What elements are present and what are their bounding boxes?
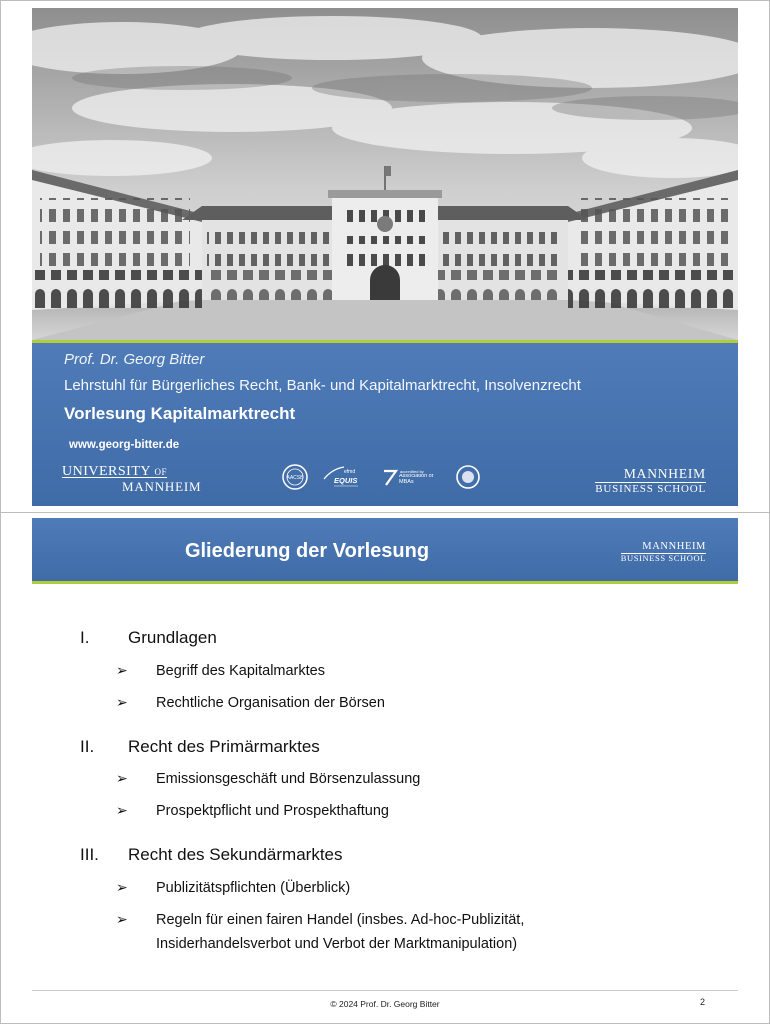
outline-item: Regeln für einen fairen Handel (insbes. Ad-hoc-Publizität,: [156, 912, 525, 928]
palace-photo: [32, 8, 738, 340]
footer-divider: [32, 990, 738, 991]
section-title: Recht des Sekundärmarktes: [128, 845, 343, 864]
section-number: II.: [80, 737, 95, 756]
mannheim-business-school-logo: MANNHEIM BUSINESS SCHOOL: [595, 466, 706, 495]
bullet-arrow-icon: ➢: [116, 911, 128, 927]
bullet-arrow-icon: ➢: [116, 802, 128, 818]
bullet-arrow-icon: ➢: [116, 770, 128, 786]
aacsb-seal-icon: [278, 461, 312, 493]
chair-description: Lehrstuhl für Bürgerliches Recht, Bank- und Kapitalmarktrecht, Insolvenzrecht: [64, 377, 581, 394]
outline-item: Rechtliche Organisation der Börsen: [156, 695, 385, 711]
svg-text:EQUIS: EQUIS: [334, 476, 358, 485]
slide-title: Gliederung der Vorlesung: [184, 540, 430, 562]
university-mannheim-logo: UNIVERSITY OF MANNHEIM: [62, 464, 202, 494]
page-number: 2: [700, 997, 706, 1007]
section-number: III.: [80, 845, 99, 864]
outline-item: Emissionsgeschäft und Börsenzulassung: [156, 771, 421, 787]
mannheim-business-school-logo: MANNHEIM BUSINESS SCHOOL: [620, 541, 706, 563]
bullet-arrow-icon: ➢: [116, 879, 128, 895]
website-link[interactable]: www.georg-bitter.de: [69, 439, 180, 451]
outline-item: Publizitätspflichten (Überblick): [156, 880, 351, 896]
amba-logo-icon: accredited by Association of MBAs: [380, 461, 438, 493]
slide-divider: [0, 512, 770, 513]
outline-item-continuation: Insiderhandelsverbot und Verbot der Marktmanipulation): [156, 936, 518, 952]
equis-logo-icon: [320, 461, 366, 493]
svg-text:efmd: efmd: [344, 469, 356, 475]
seal-icon: [452, 461, 484, 493]
section-title: Grundlagen: [128, 628, 217, 647]
svg-text:AACSB: AACSB: [286, 475, 304, 481]
outline-item: Prospektpflicht und Prospekthaftung: [156, 803, 389, 819]
outline-header: [32, 518, 738, 584]
svg-text:accredited by: accredited by: [400, 469, 424, 474]
outline-item: Begriff des Kapitalmarktes: [156, 663, 325, 679]
professor-name: Prof. Dr. Georg Bitter: [64, 351, 205, 368]
footer-copyright: © 2024 Prof. Dr. Georg Bitter: [330, 999, 440, 1009]
lecture-title: Vorlesung Kapitalmarktrecht: [64, 404, 296, 423]
bullet-arrow-icon: ➢: [116, 694, 128, 710]
section-number: I.: [80, 628, 90, 647]
logo-row: [32, 461, 738, 495]
title-band: [32, 340, 738, 506]
bullet-arrow-icon: ➢: [116, 662, 128, 678]
section-title: Recht des Primärmarktes: [128, 737, 320, 756]
